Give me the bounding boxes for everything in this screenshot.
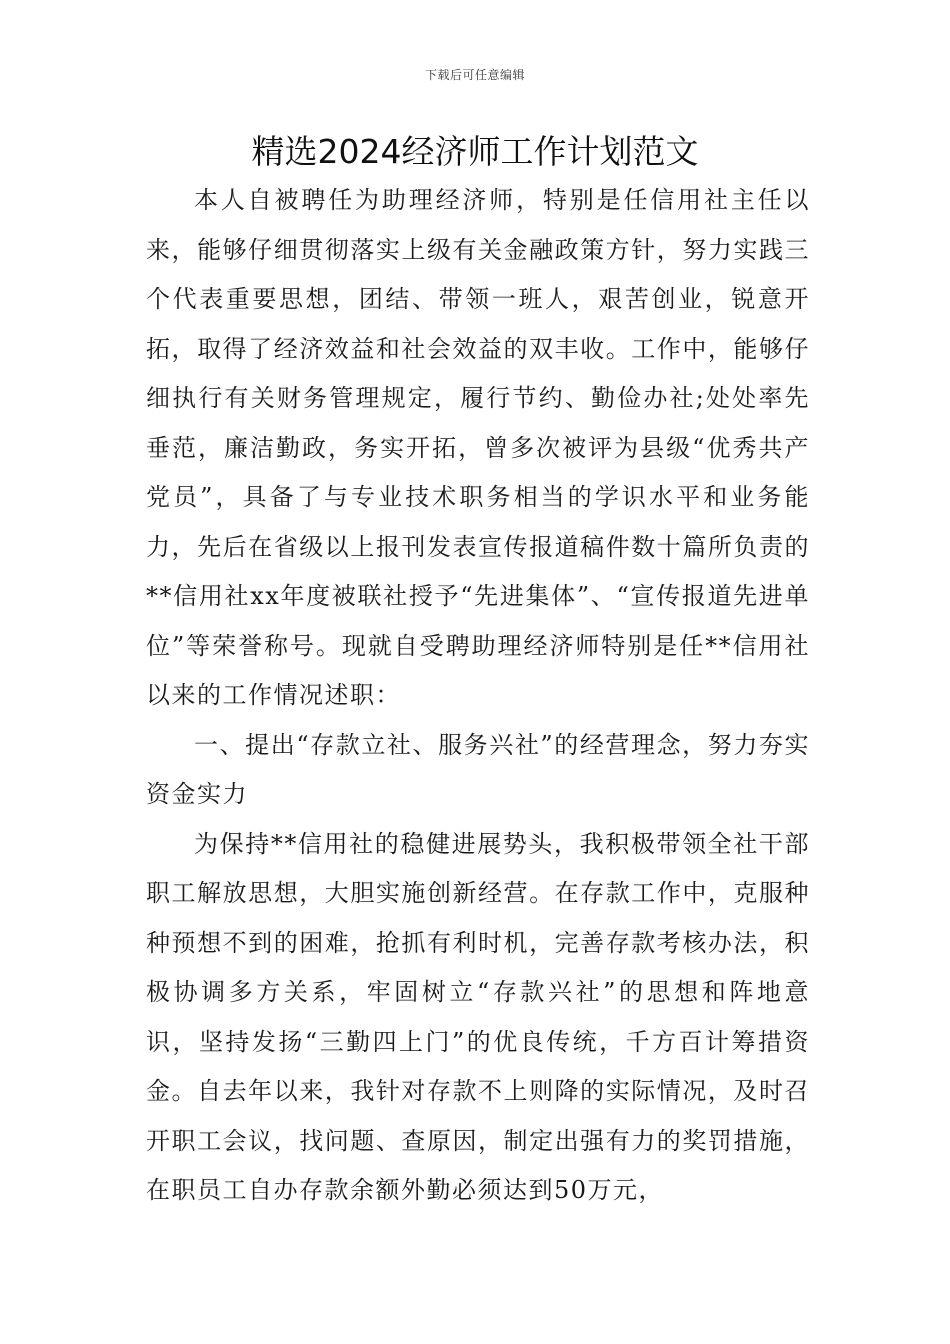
document-body (146, 176, 810, 1216)
paragraph-deposit-work: 为保持**信用社的稳健进展势头，我积极带领全社干部职工解放思想，大胆实施创新经营。在存款工作中，克服种种预想不到的困难，抢抓有利时机，完善存款考核办法，积极协调多方关系，牢固树立“存款兴社”的思想和阵地意识，坚持发扬“三勤四上门”的优良传统，千方百计筹措资金。自去年以来，我针对存款不上则降的实际情况，及时召开职工会议，找问题、查原因，制定出强有力的奖罚措施，在职员工自办存款余额外勤必须达到50万元， (146, 829, 810, 1204)
paragraph-section-heading: 一、提出“存款立社、服务兴社”的经营理念，努力夯实资金实力 (146, 730, 810, 808)
document-title: 精选2024经济师工作计划范文 (251, 132, 699, 171)
paragraph-intro: 本人自被聘任为助理经济师，特别是任信用社主任以来，能够仔细贯彻落实上级有关金融政策方针，努力实践三个代表重要思想，团结、带领一班人，艰苦创业，锐意开拓，取得了经济效益和社会效益的双丰收。工作中，能够仔细执行有关财务管理规定，履行节约、勤俭办社;处处率先垂范，廉洁勤政，务实开拓，曾多次被评为县级“优秀共产党员”，具备了与专业技术职务相当的学识水平和业务能力，先后在省级以上报刊发表宣传报道稿件数十篇所负责的**信用社xx年度被联社授予“先进集体”、“宣传报道先进单位”等荣誉称号。现就自受聘助理经济师特别是任**信用社以来的工作情况述职： (146, 186, 810, 709)
header-note: 下载后可任意编辑 (424, 68, 525, 82)
